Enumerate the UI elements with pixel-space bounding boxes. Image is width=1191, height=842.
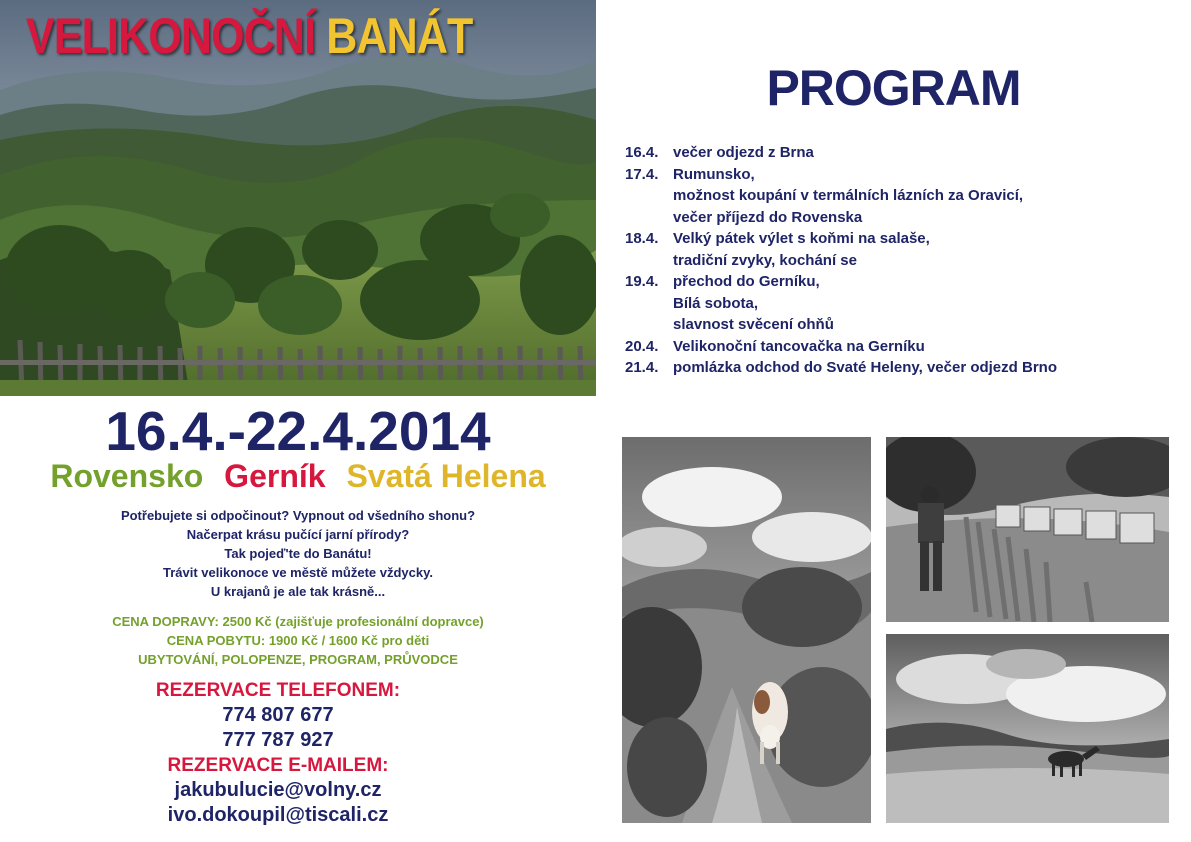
main-title (26, 6, 472, 66)
intro-text (0, 506, 596, 601)
program-line (625, 271, 1185, 293)
prices-block (0, 612, 596, 669)
program-date: 19.4. (625, 273, 659, 290)
contact-block (0, 678, 556, 828)
intro-line: Načerpat krásu pučící jarní přírody? (186, 527, 410, 542)
places-line (0, 456, 596, 496)
phone-heading: REZERVACE TELEFONEM: (155, 680, 401, 701)
program-text: slavnost svěcení ohňů (673, 316, 834, 333)
phone-number[interactable]: 774 807 677 (222, 704, 334, 726)
program-line (625, 250, 1185, 272)
program-text: Rumunsko, (673, 165, 755, 183)
intro-line: Tak pojeď'te do Banátu! (224, 546, 372, 561)
program-line (625, 293, 1185, 315)
program-date: 16.4. (625, 144, 659, 161)
program-text: večer příjezd do Rovenska (673, 208, 863, 226)
event-dates: 16.4.-22.4.2014 (105, 400, 491, 462)
program-text: večer odjezd z Brna (673, 144, 814, 161)
program-text: Bílá sobota, (673, 294, 759, 312)
place-rovensko: Rovensko (50, 458, 204, 494)
title-part-velikonocni: VELIKONOČNÍ (26, 8, 316, 64)
email-link[interactable]: ivo.dokoupil@tiscali.cz (167, 804, 389, 826)
program-title: PROGRAM (766, 60, 1021, 116)
program-date: 20.4. (625, 337, 659, 355)
program-date: 18.4. (625, 230, 659, 247)
program-line (625, 314, 1185, 336)
intro-line: U krajanů je ale tak krásně... (210, 584, 386, 599)
program-text: tradiční zvyky, kochání se (673, 251, 857, 269)
program-text: možnost koupání v termálních lázních za Oravicí, (673, 187, 1024, 204)
program-text: Velikonoční tancovačka na Gerníku (673, 337, 925, 355)
email-link[interactable]: jakubulucie@volny.cz (174, 779, 382, 801)
program-line (625, 357, 1185, 379)
program-line (625, 228, 1185, 250)
photo-man-at-fence (886, 437, 1169, 622)
program-text: přechod do Gerníku, (673, 273, 820, 290)
place-svata-helena: Svatá Helena (346, 458, 546, 494)
program-text: Velký pátek výlet s koňmi na salaše, (673, 230, 930, 247)
photo-horse-in-meadow (886, 634, 1169, 823)
program-date: 21.4. (625, 359, 659, 376)
place-gernik: Gerník (224, 458, 326, 494)
program-list (625, 142, 1185, 379)
program-line (625, 164, 1185, 186)
intro-line: Trávit velikonoce ve městě můžete vždycky. (162, 565, 433, 580)
title-part-banat: BANÁT (326, 8, 473, 64)
photo-cow-in-stream (622, 437, 871, 823)
program-line (625, 142, 1185, 164)
price-stay: CENA POBYTU: 1900 Kč / 1600 Kč pro děti (166, 633, 430, 648)
price-transport: CENA DOPRAVY: 2500 Kč (zajišťuje profesionální dopravce) (112, 614, 484, 629)
program-line (625, 336, 1185, 358)
email-heading: REZERVACE E-MAILEM: (167, 755, 389, 776)
intro-line: Potřebujete si odpočinout? Vypnout od všedního shonu? (120, 508, 476, 523)
program-date: 17.4. (625, 165, 659, 183)
program-text: pomlázka odchod do Svaté Heleny, večer odjezd Brno (673, 359, 1057, 376)
program-line (625, 207, 1185, 229)
program-line (625, 185, 1185, 207)
phone-number[interactable]: 777 787 927 (222, 729, 334, 751)
price-includes: UBYTOVÁNÍ, POLOPENZE, PROGRAM, PRŮVODCE (138, 652, 458, 667)
